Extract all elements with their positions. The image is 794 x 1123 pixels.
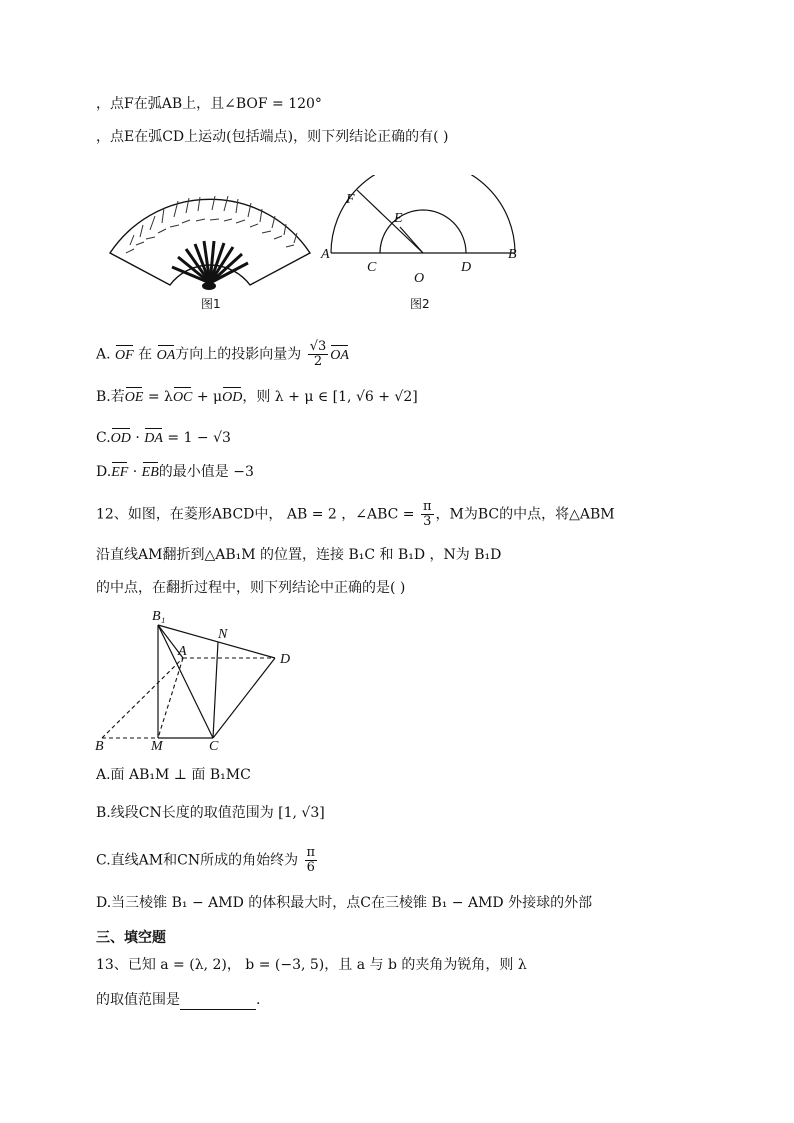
q12-line2: 沿直线AM翻折到△AB₁M 的位置，连接 B₁C 和 B₁D ，N为 B₁D xyxy=(96,547,502,563)
q13-line2-text: 的取值范围是 xyxy=(96,992,180,1008)
fraction-sqrt3-over-2: $\frac{√3}{2}$ xyxy=(309,339,327,369)
vector-OD: OD xyxy=(222,388,242,408)
vector-DA: DA xyxy=(144,429,163,449)
q13-line2-end: . xyxy=(256,992,261,1008)
option-d-text: 的最小值是 −3 xyxy=(158,464,254,480)
label-C: C xyxy=(367,260,377,275)
arc-CD xyxy=(380,210,466,253)
fan-pivot xyxy=(202,282,216,290)
answer-blank[interactable] xyxy=(180,995,256,1010)
q11-line2: ，点E在弧CD上运动(包括端点)，则下列结论正确的有( ) xyxy=(96,129,449,145)
label-D: D xyxy=(280,652,291,667)
option-b-eq: = λ xyxy=(143,389,173,405)
vector-OD-c: OD xyxy=(111,429,131,449)
q11-option-d xyxy=(96,462,254,483)
arc-AB xyxy=(331,175,515,253)
vector-OA: OA xyxy=(157,346,176,366)
option-a-prefix: A. xyxy=(96,346,111,363)
option-c-text-q12: C.直线AM和CN所成的角始终为 xyxy=(96,852,299,869)
vector-EB: EB xyxy=(142,463,159,483)
q11-option-b xyxy=(96,387,418,408)
fraction-pi-over-6: $\frac{\pi}{6}$ xyxy=(306,845,316,875)
fraction-pi-over-3: $\frac{\pi}{3}$ xyxy=(422,499,432,529)
segment-OE xyxy=(400,227,423,253)
label-O: O xyxy=(414,271,425,286)
option-b-prefix: B.若 xyxy=(96,389,125,405)
label-M: M xyxy=(151,739,163,754)
fan-diagram-2 xyxy=(318,175,528,320)
section-heading: 三、填空题 xyxy=(96,930,166,946)
rhombus-fold-figure xyxy=(90,605,305,755)
q12-option-c xyxy=(96,846,319,875)
option-d-prefix: D. xyxy=(96,464,112,480)
q13-line2 xyxy=(96,990,260,1010)
option-a-mid: 在 xyxy=(138,346,153,363)
label-B1: B₁ xyxy=(152,609,166,624)
option-c-text: = 1 − √3 xyxy=(162,430,231,446)
option-b-text: ，则 λ + μ ∈ [1, √6 + √2] xyxy=(242,389,418,405)
q12-line3: 的中点，在翻折过程中，则下列结论中正确的是( ) xyxy=(96,580,406,596)
q12-line1-tail: ，M为BC的中点，将△ABM xyxy=(435,506,615,523)
label-E: E xyxy=(394,211,403,226)
option-d-dot: · xyxy=(128,464,142,480)
vector-OA-result: OA xyxy=(330,346,349,366)
vector-OF: OF xyxy=(115,346,134,366)
label-A: A xyxy=(178,644,187,659)
segment-OF xyxy=(357,190,423,253)
label-F: F xyxy=(346,192,355,207)
fig2-caption: 图2 xyxy=(410,297,430,311)
vector-OC: OC xyxy=(173,388,192,408)
option-b-plus: + μ xyxy=(192,389,223,405)
q12-line1-text: 12、如图，在菱形ABCD中， AB = 2 ，∠ABC = xyxy=(96,506,415,523)
label-D: D xyxy=(461,260,472,275)
label-B: B xyxy=(508,247,517,262)
label-A: A xyxy=(321,247,330,262)
fig1-caption: 图1 xyxy=(201,297,221,311)
q11-option-a xyxy=(96,340,349,369)
vector-EF: EF xyxy=(111,463,128,483)
q12-line1 xyxy=(96,500,615,529)
q12-option-a: A.面 AB₁M ⊥ 面 B₁MC xyxy=(96,767,251,783)
option-a-text: 方向上的投影向量为 xyxy=(175,346,302,363)
label-N: N xyxy=(218,627,228,642)
q12-option-d: D.当三棱锥 B₁ − AMD 的体积最大时，点C在三棱锥 B₁ − AMD 外接球的外部 xyxy=(96,895,593,911)
q13-line1: 13、已知 a = (λ, 2)， b = (−3, 5)，且 a 与 b 的夹角为锐角，则 λ xyxy=(96,957,527,973)
vector-OE: OE xyxy=(125,388,144,408)
q11-option-c xyxy=(96,428,231,449)
option-c-dot: · xyxy=(130,430,145,446)
q11-line1: ，点F在弧AB上，且∠BOF = 120° xyxy=(96,96,322,112)
fan-figure-1 xyxy=(100,175,320,320)
label-B: B xyxy=(95,739,104,754)
label-C: C xyxy=(209,739,219,754)
q12-option-b: B.线段CN长度的取值范围为 [1, √3] xyxy=(96,805,325,821)
option-c-prefix: C. xyxy=(96,430,111,446)
hidden-edges xyxy=(102,658,275,738)
